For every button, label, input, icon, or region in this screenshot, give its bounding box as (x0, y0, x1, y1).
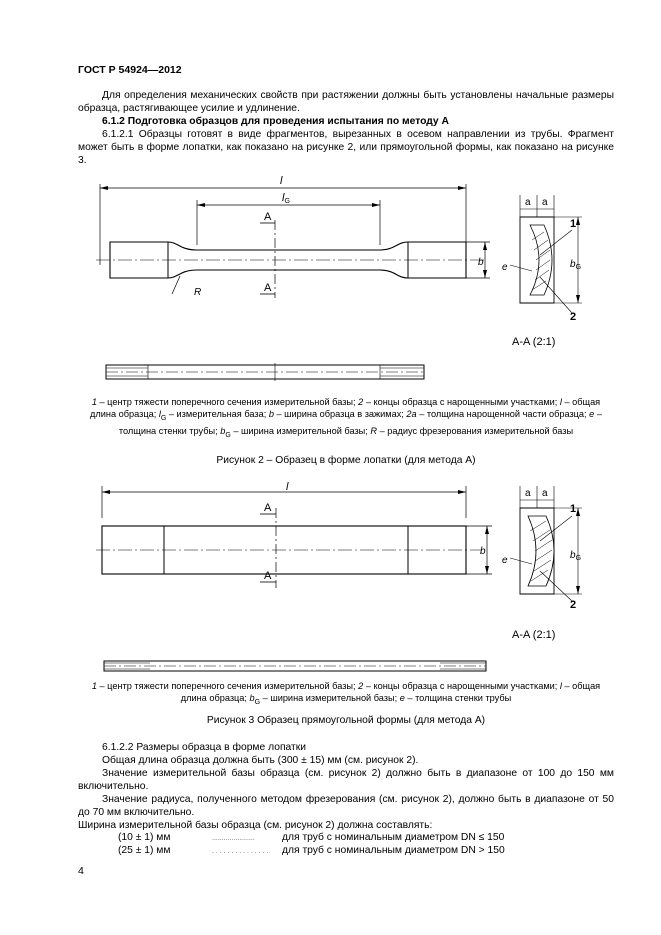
figure-2-caption-part: – толщина нарощенной части образца; (416, 409, 590, 419)
figure-2-caption-part: 1 (91, 397, 97, 407)
figure-2-caption-part: b (220, 425, 226, 436)
width-row-1-dots: ...................... (212, 835, 255, 842)
figure-2-caption-part: e (589, 409, 595, 419)
fig3-section-a2: a (542, 488, 548, 499)
figure-3-caption-part: e (399, 693, 405, 703)
paragraph-gauge: Значение измерительной базы образца (см. рисунок 2) должно быть в диапазоне от 100 до 150 мм включительно. (78, 768, 614, 793)
paragraph-intro: Для определения механических свойств при растяжении должны быть установлены начальные размеры образца, растягивающее усилие и удлинение. (78, 90, 614, 115)
fig2-section-a1: a (525, 197, 531, 208)
figure-3-caption-part: 1 (91, 681, 97, 691)
figure-2-caption-part: – толщина стенки трубы; (118, 409, 602, 436)
figure-2-drawing (90, 170, 610, 395)
fig3-label-l: l (286, 481, 289, 493)
width-row-1 (118, 832, 504, 843)
width-row-1-text: для труб с номинальным диаметром DN ≤ 150 (282, 832, 505, 843)
figure-2-caption (78, 396, 614, 442)
figure-3-drawing (90, 478, 610, 680)
figure-2-title: Рисунок 2 – Образец в форме лопатки (для метода А) (216, 455, 476, 466)
subsection-heading: 6.1.2.2 Размеры образца в форме лопатки (102, 742, 306, 753)
paragraph-length: Общая длина образца должна быть (300 ± 15) мм (см. рисунок 2). (102, 755, 419, 766)
paragraph-6-1-2-1: 6.1.2.1 Образцы готовят в виде фрагментов, вырезанных в осевом направлении из трубы. Фрагмент может быть в форме лопатки, как показано на рисунке 2, или прямоугольной формы, как показано на рисунке 3. (78, 129, 614, 167)
paragraph-radius: Значение радиуса, полученного методом фрезерования (см. рисунок 2), должно быть в диапазоне от 50 до 70 мм включительно. (78, 794, 614, 819)
figure-2-caption-part: l (559, 397, 562, 407)
fig2-section-bG: b (570, 259, 576, 270)
width-row-2 (118, 845, 505, 856)
fig3-label-A-top: A (264, 502, 272, 514)
fig3-label-b: b (480, 546, 486, 557)
figure-2-caption-part: – радиус фрезерования измерительной базы (377, 425, 574, 436)
fig2-label-b: b (478, 257, 484, 268)
fig2-section-a2: a (542, 197, 548, 208)
figure-3-caption-part: – концы образца с нарощенными участками; (363, 681, 560, 691)
svg-text:bG (570, 550, 581, 562)
figure-2-caption-part: – ширина измерительной базы; (230, 425, 371, 436)
figure-2-caption-part: – измерительная база; (166, 409, 269, 419)
page-number: 4 (78, 865, 84, 877)
figure-3-caption-part: G (254, 698, 261, 706)
fig3-section-n2: 2 (570, 599, 577, 611)
fig3-section-a1: a (525, 488, 531, 499)
fig2-label-A-top: A (264, 211, 272, 223)
figure-3-caption-part: – ширина измерительной базы; (260, 693, 400, 703)
figure-3-caption-part: – толщина стенки трубы (404, 693, 512, 703)
figure-2-caption-part: – общая длина образца; (90, 397, 601, 419)
figure-3-caption-part: l (559, 681, 562, 691)
fig2-label-lG: l (282, 192, 285, 204)
figure-3-caption-part: 2 (358, 681, 364, 691)
width-row-2-dots: . . . . . . . . . . . . . . . (212, 848, 269, 855)
fig3-section-bG: b (570, 550, 576, 561)
section-heading: 6.1.2 Подготовка образцов для проведения испытания по методу А (102, 116, 449, 127)
fig3-label-A-bottom: A (264, 570, 272, 582)
figure-2-caption-part: G (225, 431, 231, 439)
fig2-section-title: A-A (2:1) (512, 336, 556, 348)
figure-2-caption-part: G (160, 414, 167, 422)
document-code: ГОСТ Р 54924—2012 (78, 64, 182, 76)
figure-3-caption-part: – общая длина образца; (180, 681, 601, 703)
fig2-label-lG-sub: G (284, 198, 290, 205)
svg-text:lG (282, 192, 290, 205)
fig2-section-n1: 1 (570, 218, 577, 230)
fig2-label-R: R (194, 287, 202, 298)
figure-3-caption (78, 680, 614, 709)
fig2-label-A-bottom: A (264, 282, 272, 294)
fig2-label-l: l (280, 175, 283, 187)
fig3-section-e: e (502, 555, 508, 566)
figure-2-caption-part: l (158, 409, 161, 419)
figure-2-caption-part: – концы образца с нарощенными участками; (363, 397, 560, 407)
fig3-section-n1: 1 (570, 503, 577, 515)
paragraph-width: Ширина измерительной базы образца (см. рисунок 2) должна составлять: (78, 820, 433, 831)
svg-text:bG (570, 259, 581, 271)
figure-2-caption-part: – ширина образца в зажимах; (273, 409, 407, 419)
fig2-section-n2: 2 (570, 311, 577, 323)
fig3-section-bG-sub: G (575, 555, 582, 562)
figure-2-caption-part: 2 (358, 397, 364, 407)
width-row-2-value: (25 ± 1) мм (118, 845, 171, 856)
figure-3-title: Рисунок 3 Образец прямоугольной формы (для метода А) (206, 715, 486, 726)
figure-2-caption-part: b (268, 409, 274, 419)
figure-2-caption-part: – центр тяжести поперечного сечения измерительной базы; (96, 397, 359, 407)
figure-3-caption-part: b (249, 693, 255, 703)
fig3-section-title: A-A (2:1) (512, 629, 556, 641)
fig2-section-bG-sub: G (575, 264, 582, 271)
fig2-section-e: e (502, 262, 508, 273)
figure-3-caption-part: – центр тяжести поперечного сечения измерительной базы; (96, 681, 359, 691)
figure-2-caption-part: 2a (406, 409, 417, 419)
width-row-2-text: для труб с номинальным диаметром DN > 150 (282, 845, 505, 856)
width-row-1-value: (10 ± 1) мм (118, 832, 171, 843)
figure-2-caption-part: R (370, 425, 378, 436)
